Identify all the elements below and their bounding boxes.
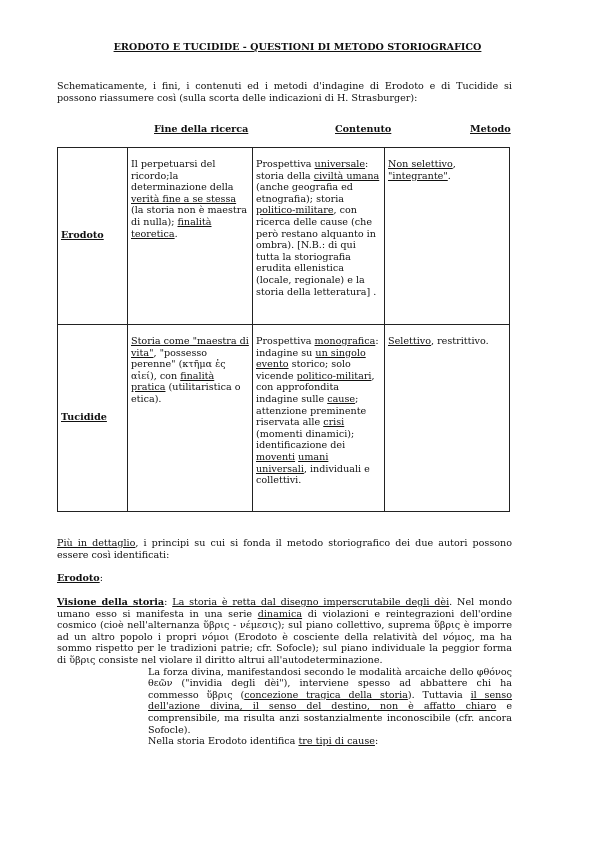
text-run: , con ricerca delle cause (che però restano alquanto in ombra).	[256, 205, 376, 252]
cell-tucidide-fine	[128, 325, 253, 512]
text-run: [N.B.: di qui tutta la storiografia erudita ellenistica (locale, regionale) e la storia della letteratura] .	[256, 240, 377, 298]
text-run: : indagine su	[256, 336, 379, 359]
text-run: politico-militari	[296, 370, 372, 382]
text-run: , individuali e collettivi.	[256, 463, 370, 487]
text-run: finalità pratica	[131, 370, 215, 394]
document-title: ERODOTO E TUCIDIDE - QUESTIONI DI METODO STORIOGRAFICO	[113, 42, 482, 53]
detail-paragraph	[57, 538, 512, 561]
text-run: Non selettivo	[388, 159, 453, 170]
text-run: dinamica	[257, 608, 303, 620]
text-run: .	[174, 228, 178, 240]
text-run: universale	[314, 159, 366, 170]
text-run: politico-militare	[256, 205, 334, 217]
text-run: la determinazione della	[131, 170, 234, 194]
visione-della-storia-section	[57, 597, 512, 748]
text-run: ; attenzione preminente riservata alle	[256, 393, 367, 429]
visione-label: Visione della storia	[57, 597, 165, 608]
text-run: La storia è retta dal disegno imperscrutabile degli dèi	[172, 597, 450, 608]
text-run: .	[447, 170, 451, 182]
text-run: monografica	[314, 336, 376, 347]
text-run: storico; solo vicende	[256, 359, 351, 382]
column-header-fine: Fine della ricerca	[154, 124, 249, 135]
text-run: Nella storia Erodoto identifica	[148, 736, 299, 748]
row-label-tucidide: Tucidide	[58, 325, 128, 512]
row-label-erodoto: Erodoto	[58, 148, 128, 325]
cell-tucidide-metodo	[385, 325, 510, 512]
text-run: storia	[313, 193, 345, 205]
column-header-contenuto: Contenuto	[335, 124, 392, 135]
text-run: finalità teoretica	[131, 216, 212, 240]
comparison-table	[57, 147, 510, 512]
text-run: il senso dell'azione divina, il senso del destino, non è affatto chiaro	[148, 689, 513, 713]
visione-paragraph-3	[57, 736, 512, 748]
cell-erodoto-contenuto	[253, 148, 385, 325]
cell-erodoto-metodo	[385, 148, 510, 325]
text-run: Più in dettaglio	[57, 538, 136, 549]
text-run: concezione tragica della storia	[244, 689, 408, 701]
text-run: La forza divina, manifestandosi secondo le modalità arcaiche dello φθόνος θεῶν ("invidia degli dèi"), interviene spesso ad abbattere chi ha commesso ὕβρις (	[148, 666, 512, 701]
text-run: (utilitaristica o etica).	[131, 382, 241, 405]
text-run: moventi	[256, 451, 296, 463]
text-run: :	[374, 736, 379, 748]
text-run: Prospettiva	[256, 159, 315, 170]
text-run: un singolo evento	[256, 347, 366, 371]
cell-erodoto-fine	[128, 148, 253, 325]
text-run: , "possesso perenne" (κτῆμα ἐς αἰεί), con	[131, 347, 226, 382]
text-run: cause	[327, 393, 356, 405]
text-run: umani universali	[256, 451, 329, 475]
text-run: "integrante"	[388, 170, 448, 182]
text-run: :	[164, 597, 173, 608]
text-run: (la storia non è maestra di nulla);	[131, 205, 248, 228]
text-run: , restrittivo.	[430, 336, 489, 347]
text-run: , con approfondita indagine sulle	[256, 370, 375, 405]
text-run: tre tipi di cause	[298, 736, 375, 748]
table-row-erodoto	[58, 148, 510, 325]
text-run: Prospettiva	[256, 336, 315, 347]
text-run: di violazioni e reintegrazioni dell'ordine cosmico (cioè nell'alternanza ὕβρις - νέμεσις); sul piano collettivo, suprema ὕβρις è imporre ad un altro popolo i propri νόμοι (Erodoto è cosciente della relatività del νόμος, ma ha sommo rispetto per le tradizioni patrie; cfr. Sofocle); sul piano individuale la peggior forma di ὕβρις consiste nel violare il diritto altrui all'autodeterminazione.	[57, 608, 512, 666]
text-run: ,	[452, 159, 456, 170]
cell-tucidide-contenuto	[253, 325, 385, 512]
visione-paragraph-1	[57, 597, 512, 667]
text-run: (momenti dinamici); identificazione dei	[256, 428, 355, 452]
visione-paragraph-2	[57, 667, 512, 737]
text-run: (anche geografia ed etnografia);	[256, 182, 353, 205]
text-run: ). Tuttavia	[407, 689, 471, 701]
column-header-metodo: Metodo	[470, 124, 511, 135]
text-run: e comprensibile, ma risulta anzi sostanzialmente inconoscibile (cfr. ancora Sofocle).	[148, 701, 512, 736]
text-run: Storia come "maestra di vita"	[131, 336, 249, 359]
text-run: civiltà umana	[313, 170, 380, 182]
text-run: . Nel mondo umano esso si manifesta in una serie	[57, 597, 512, 620]
text-run: Il perpetuarsi del ricordo;	[131, 159, 216, 182]
section-heading-erodoto: Erodoto:	[57, 573, 103, 584]
text-run: , i principi su cui si fonda il metodo storiografico dei due autori possono essere così identificati:	[57, 538, 512, 561]
text-run: Selettivo	[388, 336, 431, 347]
intro-paragraph: Schematicamente, i fini, i contenuti ed i metodi d'indagine di Erodoto e di Tucidide si possono riassumere così (sulla scorta delle indicazioni di H. Strasburger):	[57, 81, 512, 104]
text-run: : storia della	[256, 159, 369, 182]
text-run: verità fine a se stessa	[131, 193, 237, 205]
text-run: crisi	[323, 417, 345, 429]
table-row-tucidide	[58, 325, 510, 512]
